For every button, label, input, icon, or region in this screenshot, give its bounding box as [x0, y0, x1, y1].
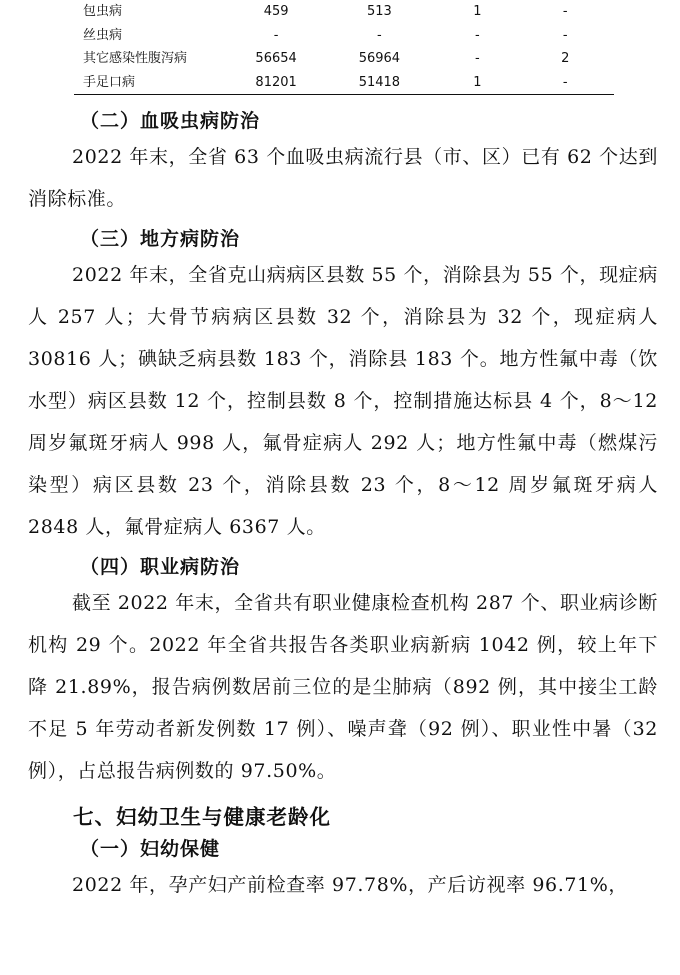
table-row [74, 0, 614, 24]
table-cell-value: 56964 [358, 51, 401, 67]
chapter-title-maternal-child-aging: 七、妇幼卫生与健康老龄化 [73, 805, 331, 829]
table-cell-value: 459 [263, 4, 289, 20]
paragraph-maternal-child-care: 2022 年，孕产妇产前检查率 97.78%，产后访视率 96.71%， [72, 874, 628, 896]
table-row [74, 47, 614, 71]
table-row [74, 71, 614, 95]
paragraph-occupational-disease: 截至 2022 年末，全省共有职业健康检查机构 287 个、职业病诊断机构 29 个。2022 年全省共报告各类职业病新病 1042 例，较上年下降 21.89%，报告病例数居前三位的是尘肺病（892 例，其中接尘工龄不足 5 年劳动者新发例数 17 例）、噪声聋（92 例）、职业性中暑（32 例），占总报告病例数的 97.50%。 [28, 592, 658, 782]
table-cell-value: - [273, 27, 279, 43]
paragraph-endemic-disease: 2022 年末，全省克山病病区县数 55 个，消除县为 55 个，现症病人 257 人；大骨节病病区县数 32 个，消除县为 32 个，现症病人 30816 人；碘缺乏病县数 183 个，消除县 183 个。地方性氟中毒（饮水型）病区县数 12 个，控制县数 8 个，控制措施达标县 4 个，8～12 周岁氟斑牙病人 998 人，氟骨症病人 292 人；地方性氟中毒（燃煤污染型）病区县数 23 个，消除县数 23 个，8～12 周岁氟斑牙病人 2848 人，氟骨症病人 6367 人。 [28, 264, 658, 538]
table-bottom-rule [74, 94, 614, 95]
table-cell-value: 51418 [358, 74, 401, 90]
table-cell-value: - [562, 4, 568, 20]
table-cell-value: - [475, 51, 480, 67]
table-cell-value: 56654 [255, 51, 297, 67]
document-body [28, 106, 658, 906]
paragraph-schistosomiasis: 2022 年末，全省 63 个血吸虫病流行县（市、区）已有 62 个达到消除标准。 [28, 146, 658, 210]
table-cell-value: - [562, 74, 568, 90]
table-cell-value: - [475, 27, 480, 43]
table-cell-value: 1 [473, 4, 482, 20]
disease-stats-table [74, 0, 614, 94]
table-cell-value: 2 [561, 51, 570, 67]
table-row [74, 24, 614, 48]
table-cell-disease: 丝虫病 [83, 27, 123, 43]
disease-stats-table-fragment [74, 0, 614, 95]
section-heading-endemic-disease: （三）地方病防治 [80, 228, 241, 250]
table-cell-disease: 手足口病 [83, 74, 136, 90]
table-cell-value: - [562, 27, 568, 43]
table-cell-value: - [377, 27, 382, 43]
table-cell-value: 1 [473, 74, 482, 90]
table-cell-disease: 包虫病 [83, 4, 123, 20]
section-heading-occupational-disease: （四）职业病防治 [80, 556, 241, 578]
section-heading-schistosomiasis: （二）血吸虫病防治 [80, 110, 261, 132]
table-cell-disease: 其它感染性腹泻病 [83, 51, 188, 67]
table-cell-value: 81201 [255, 74, 297, 90]
table-cell-value: 513 [366, 4, 392, 20]
section-heading-maternal-child-care: （一）妇幼保健 [80, 838, 221, 860]
